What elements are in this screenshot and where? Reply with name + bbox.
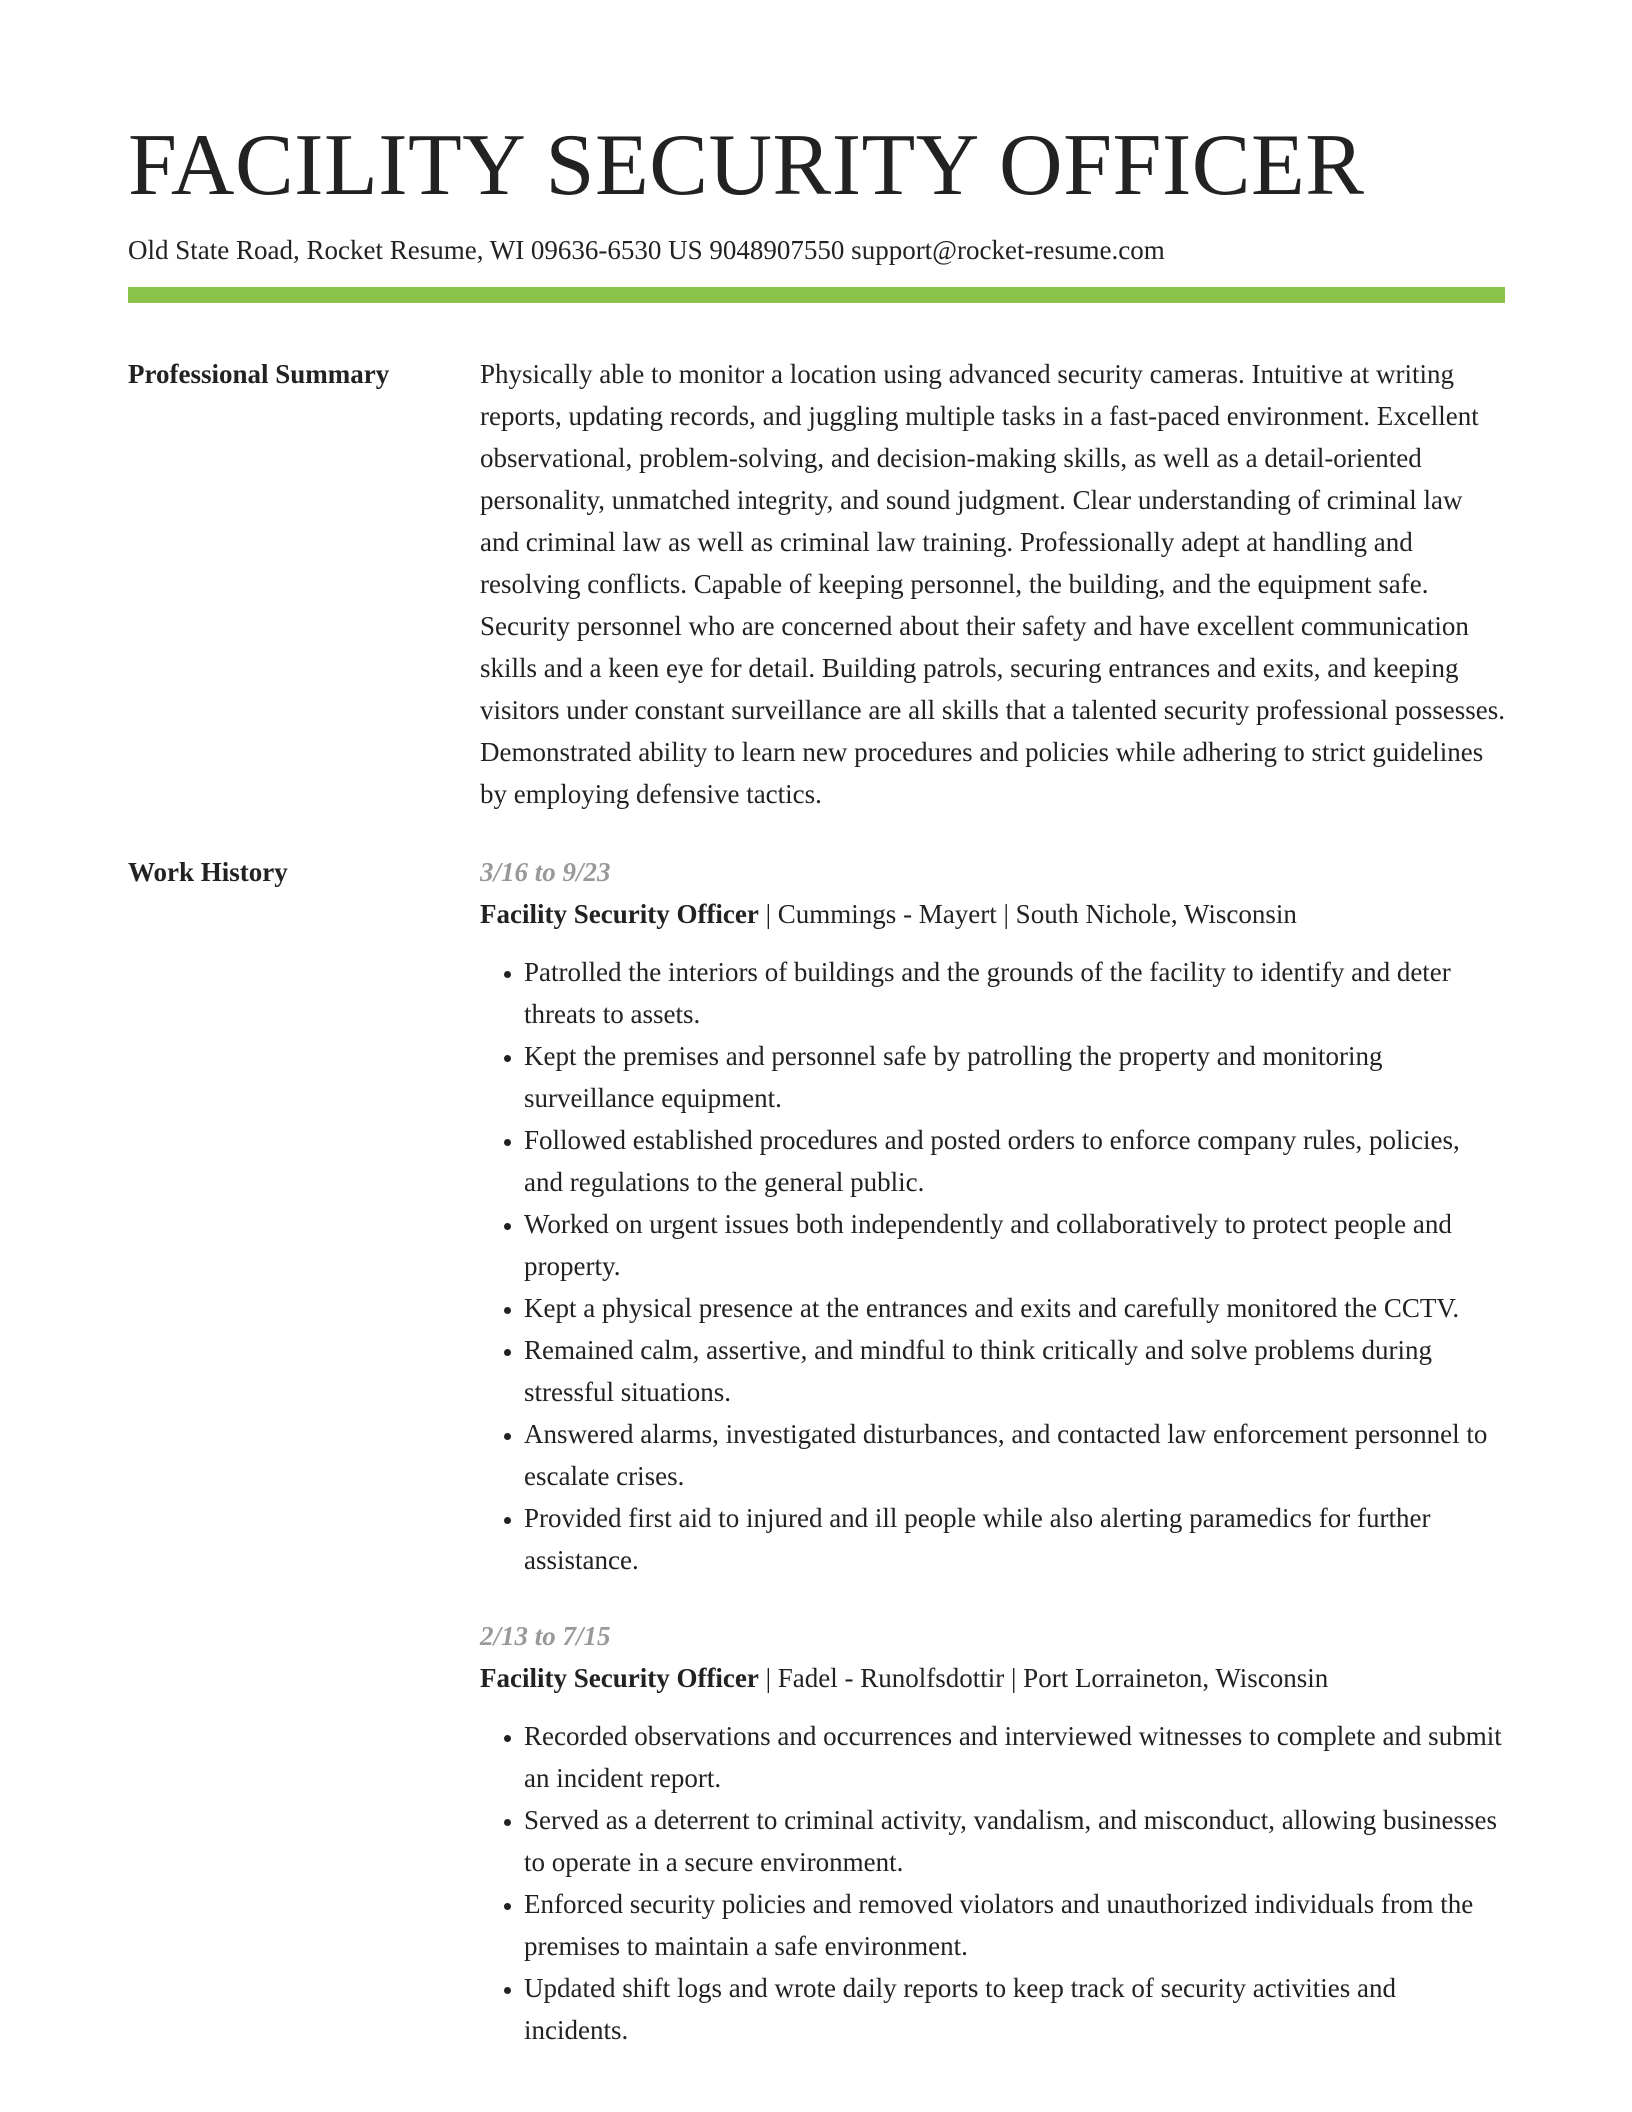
section-label-summary: Professional Summary [128,358,390,389]
job-bullet: • Served as a deterrent to criminal activity, vandalism, and misconduct, allowing businesses to operate in a secure environment. [524,1799,1505,1883]
job-heading [480,893,1505,935]
job-bullet: • Patrolled the interiors of buildings and the grounds of the facility to identify and deter threats to assets. [524,951,1505,1035]
job-bullet: • Worked on urgent issues both independently and collaboratively to protect people and property. [524,1203,1505,1287]
job-bullet: • Remained calm, assertive, and mindful to think critically and solve problems during stressful situations. [524,1329,1505,1413]
job-bullet: • Followed established procedures and posted orders to enforce company rules, policies, and regulations to the general public. [524,1119,1505,1203]
job-dates: 3/16 to 9/23 [480,856,611,887]
job-details: | Cummings - Mayert | South Nichole, Wisconsin [758,898,1297,929]
job-bullet: • Kept the premises and personnel safe by patrolling the property and monitoring surveillance equipment. [524,1035,1505,1119]
job-details: | Fadel - Runolfsdottir | Port Lorraineton, Wisconsin [758,1662,1329,1693]
job-title: Facility Security Officer [480,898,759,929]
job-bullet: • Enforced security policies and removed violators and unauthorized individuals from the premises to maintain a safe environment. [524,1883,1505,1967]
summary-text: Physically able to monitor a location using advanced security cameras. Intuitive at writing reports, updating records, and juggling multiple tasks in a fast-paced environment. Excellent observational, problem-solving, and decision-making skills, as well as a detail-oriented personality, unmatched integrity, and sound judgment. Clear understanding of criminal law and criminal law as well as criminal law training. Professionally adept at handling and resolving conflicts. Capable of keeping personnel, the building, and the equipment safe. Security personnel who are concerned about their safety and have excellent communication skills and a keen eye for detail. Building patrols, securing entrances and exits, and keeping visitors under constant surveillance are all skills that a talented security professional possesses. Demonstrated ability to learn new procedures and policies while adhering to strict guidelines by employing defensive tactics. [480,358,1505,809]
job-bullet: • Updated shift logs and wrote daily reports to keep track of security activities and incidents. [524,1967,1505,2051]
work-body [480,851,1505,2085]
section-label-work: Work History [128,856,288,887]
header-divider [128,287,1505,303]
job-bullet: • Provided first aid to injured and ill people while also alerting paramedics for further assistance. [524,1497,1505,1581]
job-bullets [480,951,1505,1581]
job-bullet: • Recorded observations and occurrences and interviewed witnesses to complete and submit an incident report. [524,1715,1505,1799]
job-bullet: • Answered alarms, investigated disturbances, and contacted law enforcement personnel to escalate crises. [524,1413,1505,1497]
summary-body [480,353,1505,815]
professional-summary-section [128,353,1505,815]
resume-title: FACILITY SECURITY OFFICER [128,117,1365,214]
job-entry [480,851,1505,1581]
job-title: Facility Security Officer [480,1662,759,1693]
resume-page [128,0,1505,2085]
job-dates: 2/13 to 7/15 [480,1620,611,1651]
work-history-section [128,851,1505,2085]
job-bullets [480,1715,1505,2051]
job-entry [480,1615,1505,2051]
job-bullet: • Kept a physical presence at the entrances and exits and carefully monitored the CCTV. [524,1287,1505,1329]
contact-line: Old State Road, Rocket Resume, WI 09636-6530 US 9048907550 support@rocket-resume.com [128,235,1165,266]
job-heading [480,1657,1505,1699]
